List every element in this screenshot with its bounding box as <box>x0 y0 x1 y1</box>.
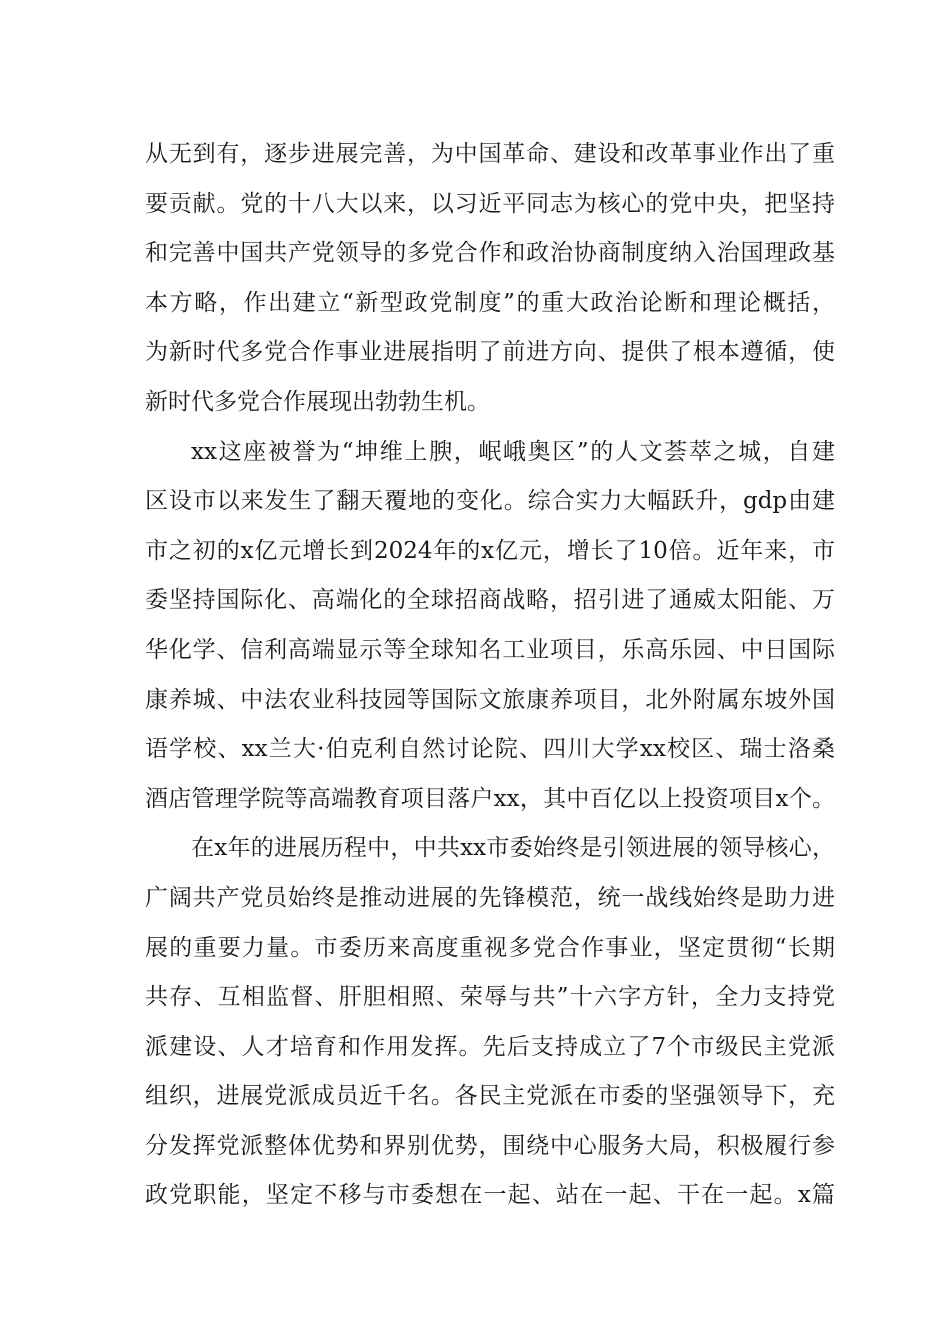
paragraph-1-line-5: 为新时代多党合作事业进展指明了前进方向、提供了根本遵循，使 <box>145 339 835 366</box>
paragraph-1-line-1: 从无到有，逐步进展完善，为中国革命、建设和改革事业作出了重 <box>145 141 835 167</box>
paragraph-3-line-6: 组织，进展党派成员近千名。各民主党派在市委的坚强领导下，充 <box>145 1083 835 1110</box>
paragraph-2-line-8: 酒店管理学院等高端教育项目落户xx，其中百亿以上投资项目x个。 <box>145 785 835 812</box>
paragraph-2-line-2: 区设市以来发生了翻天覆地的变化。综合实力大幅跃升，gdp由建 <box>145 488 835 515</box>
paragraph-3-line-2: 广阔共产党员始终是推动进展的先锋模范，统一战线始终是助力进 <box>145 884 835 911</box>
paragraph-1-line-2: 要贡献。党的十八大以来，以习近平同志为核心的党中央，把坚持 <box>145 190 835 217</box>
paragraph-1-line-4: 本方略，作出建立“新型政党制度”的重大政治论断和理论概括， <box>145 289 835 316</box>
paragraph-1-line-6: 新时代多党合作展现出勃勃生机。 <box>145 388 490 415</box>
paragraph-1-line-3: 和完善中国共产党领导的多党合作和政治协商制度纳入治国理政基 <box>145 240 835 267</box>
paragraph-3-line-4: 共存、互相监督、肝胆相照、荣辱与共”十六字方针，全力支持党 <box>145 984 835 1011</box>
paragraph-3-line-3: 展的重要力量。市委历来高度重视多党合作事业，坚定贯彻“长期 <box>145 934 835 961</box>
paragraph-2-line-3: 市之初的x亿元增长到2024年的x亿元，增长了10倍。近年来，市 <box>145 537 835 564</box>
paragraph-2-line-1: xx这座被誉为“坤维上腴，岷峨奥区”的人文荟萃之城，自建 <box>191 438 835 465</box>
paragraph-3-line-5: 派建设、人才培育和作用发挥。先后支持成立了7个市级民主党派 <box>145 1033 835 1060</box>
paragraph-2-line-7: 语学校、xx兰大·伯克利自然讨论院、四川大学xx校区、瑞士洛桑 <box>145 736 835 763</box>
paragraph-2-line-4: 委坚持国际化、高端化的全球招商战略，招引进了通威太阳能、万 <box>145 587 835 614</box>
paragraph-2-line-6: 康养城、中法农业科技园等国际文旅康养项目，北外附属东坡外国 <box>145 686 835 713</box>
paragraph-3-line-8: 政党职能，坚定不移与市委想在一起、站在一起、干在一起。x篇 <box>145 1182 835 1209</box>
paragraph-2-line-5: 华化学、信利高端显示等全球知名工业项目，乐高乐园、中日国际 <box>145 636 835 663</box>
paragraph-3-line-7: 分发挥党派整体优势和界别优势，围绕中心服务大局，积极履行参 <box>145 1132 835 1159</box>
document-body <box>145 130 835 1221</box>
paragraph-3-line-1: 在x年的进展历程中，中共xx市委始终是引领进展的领导核心， <box>191 835 835 862</box>
